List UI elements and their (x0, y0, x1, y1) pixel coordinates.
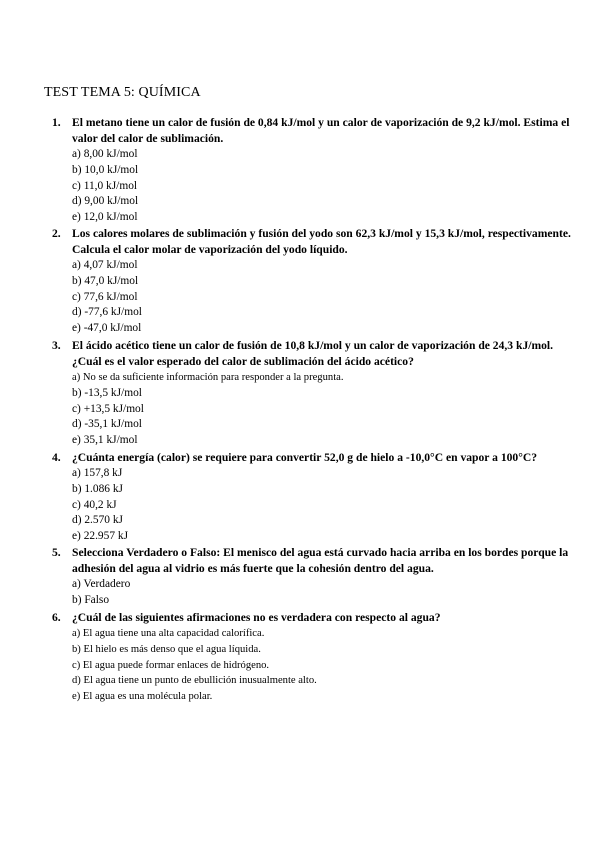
question-text: Selecciona Verdadero o Falso: El menisco del agua está curvado hacia arriba en los bordes porque la adhesión del agua al vidrio es más fuerte que la cohesión dentro del agua. (72, 546, 569, 575)
question-text: Los calores molares de sublimación y fusión del yodo son 62,3 kJ/mol y 15,3 kJ/mol, respectivamente. Calcula el calor molar de vaporización del yodo líquido. (72, 227, 571, 256)
option: a) 157,8 kJ (72, 467, 123, 479)
option: e) 12,0 kJ/mol (72, 211, 138, 224)
option: a) No se da suficiente información para responder a la pregunta. (72, 372, 344, 383)
question-number: 1. (52, 116, 61, 129)
question-6 (52, 610, 572, 705)
question-1 (52, 115, 572, 226)
option: b) 10,0 kJ/mol (72, 163, 139, 176)
question-stem (52, 226, 572, 258)
question-number: 2. (52, 227, 61, 240)
option: b) 1.086 kJ (72, 482, 123, 495)
question-5 (52, 545, 572, 609)
question-2 (52, 226, 572, 337)
question-number: 3. (52, 339, 61, 352)
option: d) 2.570 kJ (72, 514, 123, 527)
option: c) 77,6 kJ/mol (72, 290, 138, 303)
question-text: El metano tiene un calor de fusión de 0,84 kJ/mol y un calor de vaporización de 9,2 kJ/mol. Estima el valor del calor de sublimación. (72, 116, 570, 145)
question-stem (52, 545, 572, 577)
options-list (52, 147, 572, 226)
question-number: 6. (52, 611, 61, 624)
option: c) 11,0 kJ/mol (72, 179, 138, 192)
option: c) El agua puede formar enlaces de hidrógeno. (72, 659, 270, 671)
question-stem (52, 450, 572, 466)
options-list (52, 466, 572, 545)
question-text: El ácido acético tiene un calor de fusión de 10,8 kJ/mol y un calor de vaporización de 24,3 kJ/mol. ¿Cuál es el valor esperado del calor de sublimación del ácido acético? (72, 339, 554, 368)
question-number: 5. (52, 546, 61, 559)
option: a) El agua tiene una alta capacidad calorífica. (72, 628, 265, 639)
option: e) 35,1 kJ/mol (72, 434, 138, 447)
options-list (52, 577, 572, 609)
option: e) El agua es una molécula polar. (72, 691, 213, 703)
options-list (52, 370, 572, 449)
option: a) Verdadero (72, 578, 131, 590)
option: d) 9,00 kJ/mol (72, 195, 139, 208)
option: a) 4,07 kJ/mol (72, 259, 138, 271)
option: b) 47,0 kJ/mol (72, 274, 139, 287)
question-3 (52, 338, 572, 449)
question-stem (52, 338, 572, 370)
option: d) El agua tiene un punto de ebullición inusualmente alto. (72, 675, 317, 687)
question-text: ¿Cuánta energía (calor) se requiere para convertir 52,0 g de hielo a -10,0°C en vapor a 100°C? (72, 451, 538, 464)
option: a) 8,00 kJ/mol (72, 148, 138, 160)
options-list (52, 626, 572, 705)
option: c) 40,2 kJ (72, 498, 117, 511)
option: b) El hielo es más denso que el agua líquida. (72, 643, 261, 655)
option: d) -77,6 kJ/mol (72, 306, 142, 319)
options-list (52, 258, 572, 337)
question-number: 4. (52, 451, 61, 464)
option: b) -13,5 kJ/mol (72, 386, 142, 399)
option: e) -47,0 kJ/mol (72, 322, 142, 335)
question-stem (52, 610, 572, 626)
page-title: TEST TEMA 5: QUÍMICA (44, 85, 201, 100)
option: d) -35,1 kJ/mol (72, 418, 142, 431)
option: e) 22.957 kJ (72, 530, 128, 543)
option: c) +13,5 kJ/mol (72, 402, 144, 415)
option: b) Falso (72, 593, 110, 606)
question-text: ¿Cuál de las siguientes afirmaciones no es verdadera con respecto al agua? (72, 611, 441, 624)
question-stem (52, 115, 572, 147)
question-4 (52, 450, 572, 545)
